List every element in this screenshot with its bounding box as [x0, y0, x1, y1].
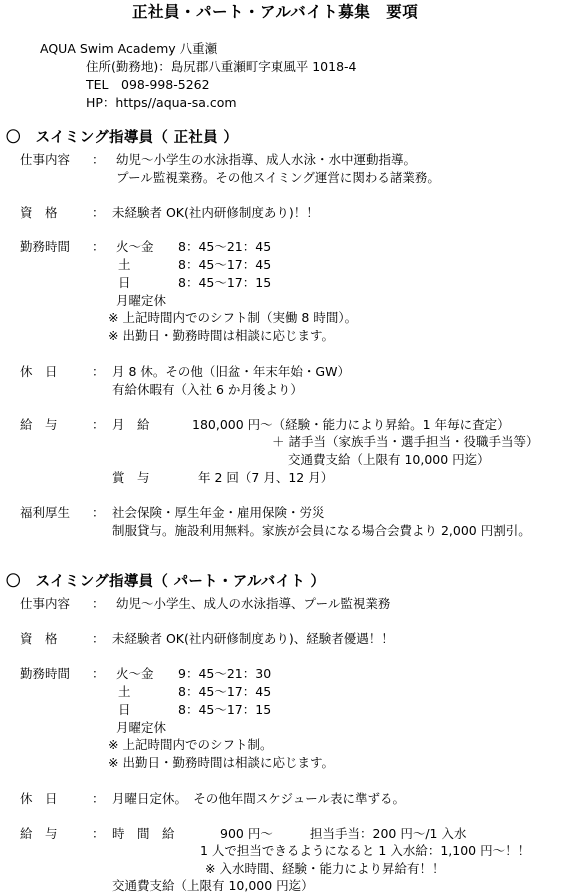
parttime-salary-colon: ：: [92, 826, 105, 841]
parttime-transport: 交通費支給（上限有 10,000 円迄）: [112, 878, 314, 893]
fulltime-hours-day: 土: [118, 257, 131, 272]
fulltime-salary-label: 給 与: [20, 417, 58, 432]
fulltime-hours-day: 火～金: [116, 239, 154, 254]
fulltime-hours-colon: ：: [92, 239, 105, 254]
parttime-job-colon: ：: [92, 596, 105, 611]
fulltime-qual-label: 資 格: [20, 205, 58, 220]
fulltime-holiday-line1: 月 8 休。その他（旧盆・年末年始・GW）: [112, 364, 350, 379]
parttime-qual-colon: ：: [92, 631, 105, 646]
parttime-qual-label: 資 格: [20, 631, 58, 646]
parttime-hourly-value: 900 円～: [220, 826, 273, 841]
parttime-hours-colon: ：: [92, 666, 105, 681]
parttime-hours-day: 日: [118, 702, 131, 717]
fulltime-hours-note: ※ 上記時間内でのシフト制（実働 8 時間）。: [108, 310, 358, 325]
parttime-job-line1: 幼児～小学生、成人の水泳指導、プール監視業務: [116, 596, 391, 611]
fulltime-closed-day: 月曜定休: [116, 293, 167, 308]
parttime-hours-day: 火～金: [116, 666, 154, 681]
parttime-hours-label: 勤務時間: [20, 666, 71, 681]
fulltime-job-colon: ：: [92, 152, 105, 167]
parttime-solo-pay: 1 人で担当できるようになると 1 入水給：1,100 円～！！: [200, 843, 531, 858]
fulltime-holiday-line2: 有給休暇有（入社 6 か月後より）: [112, 382, 303, 397]
parttime-heading: 〇 スイミング指導員（ パート・アルバイト ）: [6, 574, 326, 590]
fulltime-job-label: 仕事内容: [20, 152, 71, 167]
fulltime-holiday-colon: ：: [92, 364, 105, 379]
fulltime-welfare-colon: ：: [92, 505, 105, 520]
parttime-hourly-label: 時 間 給: [112, 826, 175, 841]
parttime-holiday-colon: ：: [92, 791, 105, 806]
company-address: 住所(勤務地)：島尻郡八重瀬町字東風平 1018-4: [86, 59, 357, 74]
fulltime-bonus-label: 賞 与: [112, 470, 150, 485]
parttime-raise-note: ※ 入水時間、経験・能力により昇給有！！: [205, 861, 445, 876]
parttime-holiday-label: 休 日: [20, 791, 58, 806]
fulltime-holiday-label: 休 日: [20, 364, 58, 379]
fulltime-hours-time: 8：45～17：15: [178, 275, 272, 290]
fulltime-monthly-label: 月 給: [112, 417, 150, 432]
parttime-closed-day: 月曜定休: [116, 720, 167, 735]
parttime-hours-time: 8：45～17：45: [178, 684, 272, 699]
parttime-hours-time: 8：45～17：15: [178, 702, 272, 717]
fulltime-welfare-line2: 制服貸与。施設利用無料。家族が会員になる場合会費より 2,000 円割引。: [112, 523, 531, 538]
parttime-qual-value: 未経験者 OK(社内研修制度あり)、経験者優遇！！: [112, 631, 394, 646]
parttime-hours-note: ※ 出勤日・勤務時間は相談に応じます。: [108, 755, 334, 770]
parttime-hours-time: 9：45～21：30: [178, 666, 272, 681]
fulltime-transport: 交通費支給（上限有 10,000 円迄）: [288, 452, 490, 467]
fulltime-hours-time: 8：45～17：45: [178, 257, 272, 272]
fulltime-welfare-label: 福利厚生: [20, 505, 71, 520]
fulltime-qual-value: 未経験者 OK(社内研修制度あり)！！: [112, 205, 319, 220]
fulltime-salary-colon: ：: [92, 417, 105, 432]
fulltime-job-line1: 幼児～小学生の水泳指導、成人水泳・水中運動指導。: [116, 152, 417, 167]
fulltime-welfare-line1: 社会保険・厚生年金・雇用保険・労災: [112, 505, 325, 520]
parttime-job-label: 仕事内容: [20, 596, 71, 611]
fulltime-hours-time: 8：45～21：45: [178, 239, 272, 254]
parttime-charge-allowance: 担当手当：200 円～/1 入水: [310, 826, 467, 841]
fulltime-heading: 〇 スイミング指導員（ 正社員 ）: [6, 130, 239, 146]
fulltime-job-line2: プール監視業務。その他スイミング運営に関わる諸業務。: [116, 170, 440, 185]
parttime-salary-label: 給 与: [20, 826, 58, 841]
fulltime-allowance: ＋ 諸手当（家族手当・選手担当・役職手当等）: [272, 434, 539, 449]
parttime-holiday-line1: 月曜日定休。 その他年間スケジュール表に準ずる。: [112, 791, 406, 806]
parttime-hours-note: ※ 上記時間内でのシフト制。: [108, 737, 273, 752]
fulltime-bonus-value: 年 2 回（7 月、12 月）: [198, 470, 334, 485]
fulltime-hours-note: ※ 出勤日・勤務時間は相談に応じます。: [108, 328, 334, 343]
parttime-hours-day: 土: [118, 684, 131, 699]
fulltime-hours-day: 日: [118, 275, 131, 290]
fulltime-hours-label: 勤務時間: [20, 239, 71, 254]
page-title: 正社員・パート・アルバイト募集 要項: [132, 3, 419, 21]
fulltime-monthly-value: 180,000 円～（経験・能力により昇給。1 年毎に査定）: [192, 417, 510, 432]
company-name: AQUA Swim Academy 八重瀬: [40, 41, 218, 56]
company-homepage: HP：https//aqua-sa.com: [86, 95, 237, 110]
company-tel: TEL 098-998-5262: [86, 77, 210, 92]
fulltime-qual-colon: ：: [92, 205, 105, 220]
